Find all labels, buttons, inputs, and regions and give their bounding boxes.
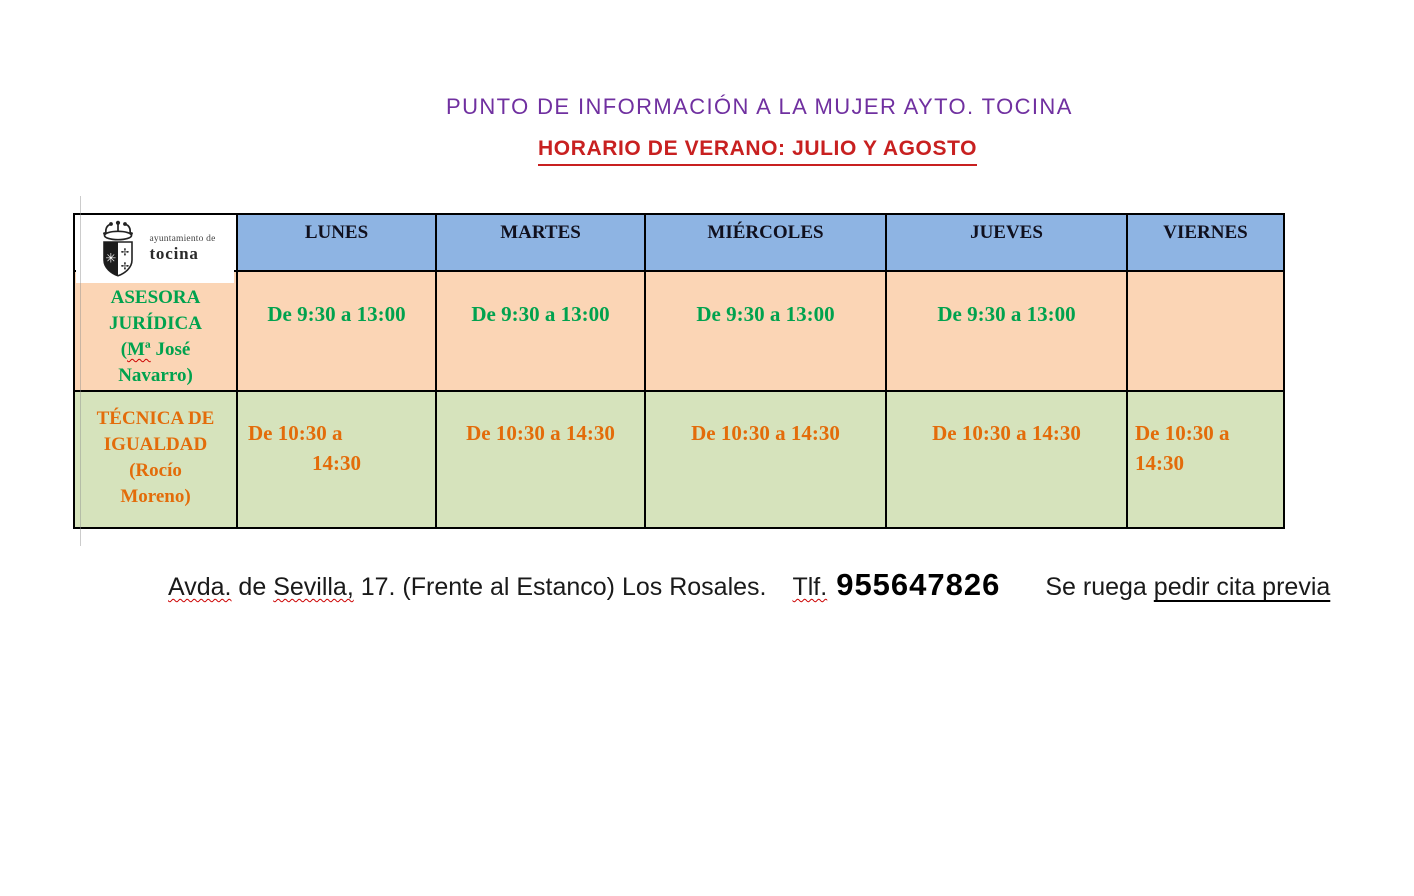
- day-header-jueves: JUEVES: [886, 214, 1127, 271]
- time-line: De 10:30 a: [248, 421, 343, 445]
- coat-of-arms-icon: [94, 220, 142, 278]
- address-footer: Avda. de Sevilla, 17. (Frente al Estanco) Los Rosales. Tlf. 955647826 Se ruega pedir cita previa: [168, 567, 1331, 602]
- label-line: Moreno): [120, 486, 191, 507]
- phone-label: Tlf.: [792, 573, 828, 601]
- day-header-martes: MARTES: [436, 214, 645, 271]
- row-label-asesora-juridica: [74, 271, 237, 391]
- address-text: 17. (Frente al Estanco) Los Rosales.: [353, 573, 767, 601]
- time-asesora-miercoles: De 9:30 a 13:00: [645, 271, 886, 391]
- time-tecnica-lunes: [237, 391, 436, 528]
- svg-text:✳: ✳: [106, 251, 117, 267]
- row-asesora-juridica: [74, 271, 1284, 391]
- logo-wordmark: [149, 235, 215, 263]
- tocina-coat-of-arms-logo: [76, 215, 234, 283]
- time-line: De 10:30 a: [1135, 421, 1230, 445]
- day-header-lunes: LUNES: [237, 214, 436, 271]
- svg-text:✢: ✢: [121, 261, 130, 273]
- time-tecnica-martes: De 10:30 a 14:30: [436, 391, 645, 528]
- time-asesora-lunes: De 9:30 a 13:00: [237, 271, 436, 391]
- schedule-table: [73, 213, 1285, 529]
- label-line: (Rocío: [129, 460, 182, 481]
- label-line: (Mª José: [120, 339, 191, 360]
- page-title: PUNTO DE INFORMACIÓN A LA MUJER AYTO. TOCINA: [446, 94, 1073, 119]
- appointment-note: Se ruega pedir cita previa: [1045, 573, 1331, 601]
- logo-text-name: tocina: [149, 244, 199, 264]
- spellcheck-word: Avda.: [168, 573, 232, 601]
- row-label-tecnica-igualdad: [74, 391, 237, 528]
- time-asesora-jueves: De 9:30 a 13:00: [886, 271, 1127, 391]
- page-subtitle: HORARIO DE VERANO: JULIO Y AGOSTO: [538, 136, 977, 166]
- table-header-row: [74, 214, 1284, 271]
- label-line: Navarro): [118, 365, 193, 386]
- label-line: IGUALDAD: [103, 434, 208, 455]
- svg-text:✢: ✢: [121, 247, 130, 259]
- label-line: ASESORA: [110, 287, 201, 308]
- time-tecnica-miercoles: De 10:30 a 14:30: [645, 391, 886, 528]
- day-header-viernes: VIERNES: [1127, 214, 1284, 271]
- label-line: TÉCNICA DE: [96, 408, 215, 429]
- spellcheck-word: Mª: [127, 339, 151, 360]
- time-line: 14:30: [1135, 451, 1184, 475]
- note-underlined-text: pedir cita previa: [1153, 573, 1331, 601]
- day-header-miercoles: MIÉRCOLES: [645, 214, 886, 271]
- text-cursor-guide-line: [80, 196, 81, 546]
- logo-text-small: ayuntamiento de: [149, 234, 216, 245]
- phone-number: 955647826: [836, 567, 1001, 602]
- time-tecnica-jueves: De 10:30 a 14:30: [886, 391, 1127, 528]
- time-asesora-viernes-empty: [1127, 271, 1284, 391]
- time-line: 14:30: [312, 451, 361, 475]
- row-tecnica-igualdad: [74, 391, 1284, 528]
- time-asesora-martes: De 9:30 a 13:00: [436, 271, 645, 391]
- label-line: JURÍDICA: [109, 313, 202, 334]
- time-tecnica-viernes: [1127, 391, 1284, 528]
- logo-cell: [74, 214, 237, 271]
- spellcheck-word: Sevilla,: [273, 573, 354, 601]
